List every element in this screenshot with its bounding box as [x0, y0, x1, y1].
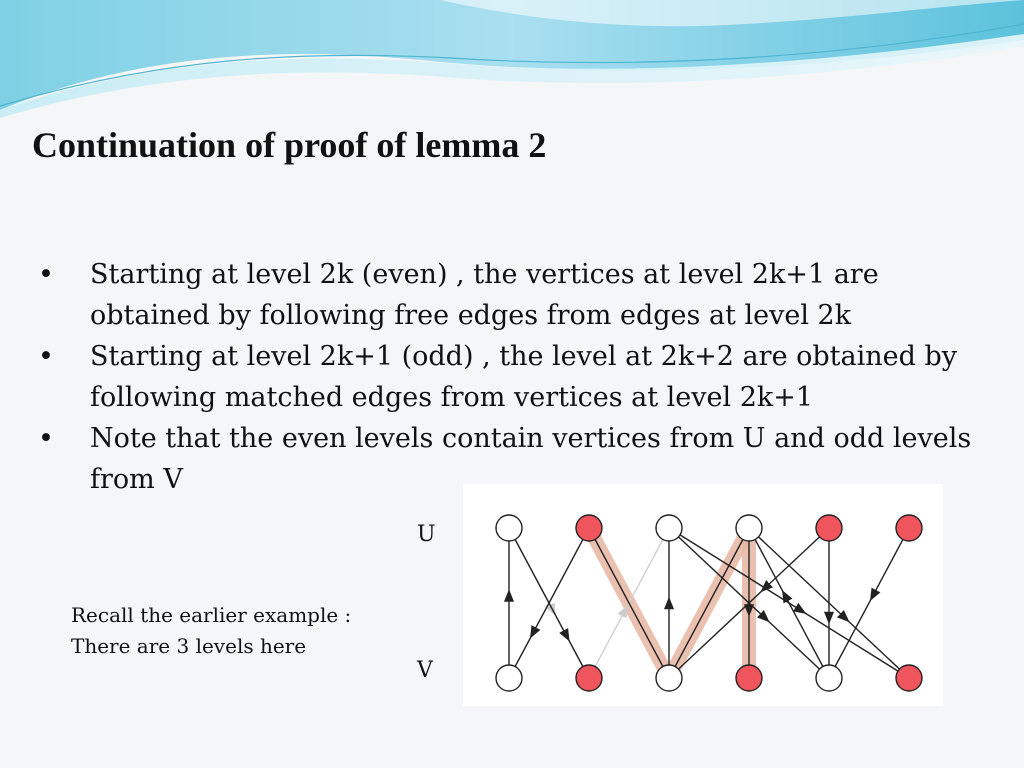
bullet-dot: • [38, 423, 54, 454]
v-vertex [816, 665, 842, 691]
edge-arrow [765, 585, 768, 588]
label-v: V [417, 658, 433, 683]
edge-arrow [873, 593, 875, 596]
v-vertex [576, 665, 602, 691]
u-vertex [816, 515, 842, 541]
v-vertex [736, 665, 762, 691]
bullet-text: Starting at level 2k+1 (odd) , the level at 2k+2 are obtained by following matched edges from vertices at level 2k+1 [90, 341, 958, 413]
bipartite-graph [463, 484, 943, 706]
bipartite-graph-figure [463, 484, 943, 706]
slide-title: Continuation of proof of lemma 2 [32, 125, 547, 165]
bullet-item [38, 336, 998, 418]
v-vertex [656, 665, 682, 691]
bullet-dot: • [38, 341, 54, 372]
edge-arrow [762, 615, 765, 618]
graph-edge [749, 528, 829, 678]
label-u: U [417, 522, 436, 547]
edge-arrow [842, 615, 845, 618]
bullet-text: Starting at level 2k (even) , the vertices at level 2k+1 are obtained by following free edges from edges at level 2k [90, 259, 879, 331]
header-wave [0, 0, 1024, 120]
recall-note [71, 600, 351, 662]
bullet-dot: • [38, 259, 54, 290]
edge-arrow [623, 611, 625, 614]
v-vertex [496, 665, 522, 691]
u-vertex [656, 515, 682, 541]
bullet-text: Note that the even levels contain vertices from U and odd levels from V [90, 423, 972, 495]
edge-arrow [796, 608, 801, 611]
bullet-list [38, 254, 998, 500]
u-vertex [576, 515, 602, 541]
recall-line: Recall the earlier example : [71, 603, 352, 627]
u-vertex [736, 515, 762, 541]
graph-edge [669, 528, 749, 678]
u-vertex [496, 515, 522, 541]
bullet-item [38, 254, 998, 336]
edge-arrow [533, 630, 535, 633]
v-vertex [896, 665, 922, 691]
edge-arrow [565, 633, 567, 636]
recall-line: There are 3 levels here [71, 634, 307, 658]
edge-arrow [785, 596, 787, 599]
graph-edge [829, 528, 909, 678]
u-vertex [896, 515, 922, 541]
